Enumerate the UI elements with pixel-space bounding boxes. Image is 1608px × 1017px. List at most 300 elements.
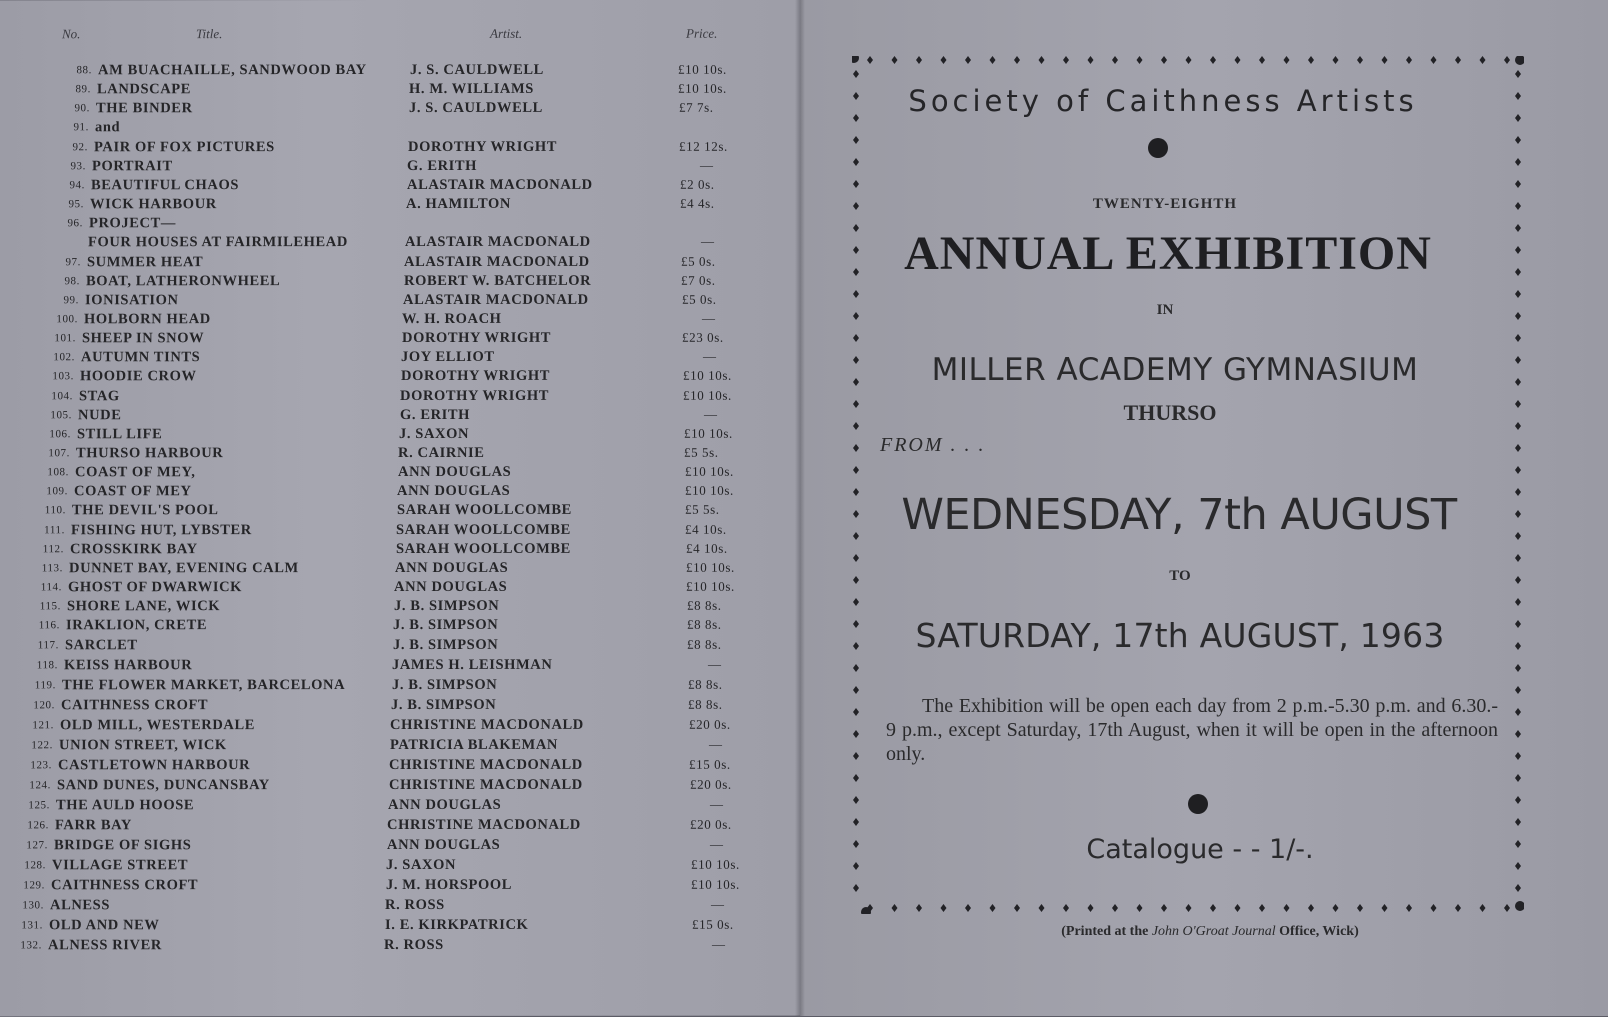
border-ornament (1515, 862, 1521, 870)
border-ornament (853, 818, 859, 826)
row-price: £4 4s. (680, 196, 715, 212)
row-artist: R. ROSS (384, 937, 444, 954)
row-artist: R. CAIRNIE (398, 445, 485, 462)
row-artist: JAMES H. LEISHMAN (392, 657, 552, 674)
border-ornament (853, 92, 859, 100)
row-title: HOODIE CROW (80, 368, 197, 385)
row-number: 125. (10, 799, 50, 811)
border-ornament (853, 488, 859, 496)
row-number: 129. (5, 879, 45, 891)
row-number: 95. (44, 198, 84, 210)
row-number: 92. (48, 141, 88, 153)
border-ornament (1357, 904, 1363, 912)
row-price: — (708, 657, 722, 673)
row-title: THE AULD HOOSE (56, 797, 194, 814)
border-ornament (1515, 884, 1521, 892)
catalogue-price: Catalogue - - 1/-. (1040, 834, 1360, 865)
row-artist: DOROTHY WRIGHT (400, 388, 549, 405)
border-ornament (1186, 56, 1192, 64)
border-ornament (1515, 664, 1521, 672)
header-artist: Artist. (490, 26, 522, 42)
row-number: 130. (4, 899, 44, 911)
row-artist: ALASTAIR MACDONALD (407, 177, 593, 194)
border-ornament (1063, 56, 1069, 64)
row-title: NUDE (78, 407, 122, 424)
border-ornament (1515, 136, 1521, 144)
border-ornament (1333, 56, 1339, 64)
border-ornament (1210, 904, 1216, 912)
bullet-bottom (1188, 794, 1208, 814)
row-artist: DOROTHY WRIGHT (402, 330, 551, 347)
row-title: SHEEP IN SNOW (82, 330, 204, 347)
row-title: SARCLET (65, 637, 138, 654)
exhibition-title: ANNUAL EXHIBITION (878, 226, 1458, 281)
row-price: — (704, 407, 718, 423)
row-title: THURSO HARBOUR (76, 445, 223, 462)
row-price: — (710, 797, 724, 813)
row-artist: R. ROSS (385, 897, 445, 914)
row-title: SUMMER HEAT (87, 254, 203, 271)
border-ornament (853, 356, 859, 364)
exhibition-ordinal: TWENTY-EIGHTH (1040, 196, 1290, 213)
border-ornament (1406, 56, 1412, 64)
row-price: — (712, 937, 726, 953)
row-title: STAG (79, 388, 120, 405)
row-artist: PATRICIA BLAKEMAN (390, 737, 558, 754)
row-title: OLD AND NEW (49, 917, 160, 934)
border-ornament (853, 862, 859, 870)
row-title: IONISATION (85, 292, 179, 309)
row-artist: CHRISTINE MACDONALD (389, 757, 583, 774)
row-number: 89. (51, 83, 91, 95)
border-ornament (853, 664, 859, 672)
row-number: 103. (34, 370, 74, 382)
row-artist: J. SAXON (386, 857, 456, 874)
border-ornament (1515, 158, 1521, 166)
border-ornament (853, 444, 859, 452)
row-title: BRIDGE OF SIGHS (54, 837, 191, 854)
row-price: £5 0s. (682, 292, 717, 308)
row-title: UNION STREET, WICK (59, 737, 227, 754)
border-ornament (1014, 56, 1020, 64)
to-word: TO (1160, 568, 1200, 585)
row-title: LANDSCAPE (97, 81, 191, 98)
border-ornament (1161, 56, 1167, 64)
printer-suffix: Office, Wick) (1276, 924, 1359, 939)
border-ornament (1235, 904, 1241, 912)
border-ornament (1063, 904, 1069, 912)
border-ornament (1515, 180, 1521, 188)
border-ornament (941, 56, 947, 64)
border-ornament (853, 400, 859, 408)
row-price: — (711, 897, 725, 913)
row-title: AM BUACHAILLE, SANDWOOD BAY (98, 62, 367, 79)
border-corner-dot (1515, 56, 1524, 65)
row-title: and (95, 119, 120, 136)
border-ornament (1515, 642, 1521, 650)
row-price: £7 0s. (681, 273, 716, 289)
row-number: 104. (33, 390, 73, 402)
row-price: £4 10s. (685, 522, 727, 538)
row-title: DUNNET BAY, EVENING CALM (69, 560, 299, 577)
row-title: PORTRAIT (92, 158, 173, 175)
row-title: OLD MILL, WESTERDALE (60, 717, 255, 734)
border-ornament (853, 422, 859, 430)
row-number: 113. (23, 562, 63, 574)
border-ornament (1259, 904, 1265, 912)
border-ornament (1515, 290, 1521, 298)
row-artist: ALASTAIR MACDONALD (403, 292, 589, 309)
row-price: £10 10s. (678, 62, 727, 78)
row-artist: A. HAMILTON (406, 196, 511, 213)
row-number: 107. (30, 447, 70, 459)
border-ornament (1515, 576, 1521, 584)
row-artist: J. S. CAULDWELL (409, 100, 543, 117)
border-ornament (853, 708, 859, 716)
border-ornament (1504, 904, 1510, 912)
row-price: £5 0s. (681, 254, 716, 270)
row-price: £10 10s. (684, 426, 733, 442)
row-number: 132. (2, 939, 42, 951)
row-artist: G. ERITH (400, 407, 470, 424)
row-title: ALNESS (50, 897, 110, 914)
row-number: 119. (16, 679, 56, 691)
row-title: SAND DUNES, DUNCANSBAY (57, 777, 270, 794)
border-ornament (853, 576, 859, 584)
row-price: £10 10s. (686, 579, 735, 595)
header-title: Title. (196, 26, 222, 42)
row-title: ALNESS RIVER (48, 937, 162, 954)
border-ornament (1515, 422, 1521, 430)
row-price: £8 8s. (688, 697, 723, 713)
row-title: THE FLOWER MARKET, BARCELONA (62, 677, 345, 694)
row-price: £10 10s. (691, 857, 740, 873)
in-word: IN (1130, 302, 1200, 319)
border-ornament (1259, 56, 1265, 64)
border-ornament (1431, 56, 1437, 64)
row-artist: CHRISTINE MACDONALD (387, 817, 581, 834)
row-price: £8 8s. (687, 617, 722, 633)
row-title: BOAT, LATHERONWHEEL (86, 273, 280, 290)
row-title: GHOST OF DWARWICK (68, 579, 242, 596)
border-ornament (853, 202, 859, 210)
row-number: 124. (11, 779, 51, 791)
border-ornament (1515, 334, 1521, 342)
society-name: Society of Caithness Artists (898, 84, 1428, 118)
row-price: £20 0s. (690, 817, 732, 833)
row-number: 88. (52, 64, 92, 76)
row-price: £10 10s. (683, 388, 732, 404)
row-artist: ANN DOUGLAS (397, 483, 510, 500)
border-ornament (1515, 774, 1521, 782)
border-ornament (853, 70, 859, 78)
border-ornament (1137, 904, 1143, 912)
row-number: 116. (20, 619, 60, 631)
border-ornament (1357, 56, 1363, 64)
border-ornament (1284, 904, 1290, 912)
border-ornament (1515, 268, 1521, 276)
border-ornament (853, 246, 859, 254)
row-artist: CHRISTINE MACDONALD (390, 717, 584, 734)
border-ornament (1515, 730, 1521, 738)
border-ornament (853, 378, 859, 386)
row-price: £4 10s. (686, 541, 728, 557)
row-price: — (710, 837, 724, 853)
border-ornament (853, 334, 859, 342)
row-price: £10 10s. (685, 464, 734, 480)
border-ornament (1515, 92, 1521, 100)
row-number: 97. (41, 256, 81, 268)
border-ornament (1515, 356, 1521, 364)
row-number: 109. (28, 485, 68, 497)
row-artist: J. B. SIMPSON (394, 598, 499, 615)
row-title: CAITHNESS CROFT (61, 697, 208, 714)
page-gutter (795, 0, 805, 1016)
border-ornament (1406, 904, 1412, 912)
row-number: 122. (13, 739, 53, 751)
from-word: FROM . . . (880, 434, 986, 457)
border-ornament (1515, 444, 1521, 452)
row-artist: ANN DOUGLAS (395, 560, 508, 577)
border-ornament (853, 884, 859, 892)
row-artist: ANN DOUGLAS (398, 464, 511, 481)
row-price: £20 0s. (689, 717, 731, 733)
border-ornament (1186, 904, 1192, 912)
border-ornament (1515, 202, 1521, 210)
row-artist: ALASTAIR MACDONALD (404, 254, 590, 271)
border-ornament (853, 532, 859, 540)
border-ornament (1515, 686, 1521, 694)
catalogue-page (0, 0, 800, 1016)
border-ornament (1039, 56, 1045, 64)
row-artist: SARAH WOOLLCOMBE (396, 522, 571, 539)
row-number: 112. (24, 543, 64, 555)
row-price: — (703, 349, 717, 365)
start-date: WEDNESDAY, 7th AUGUST (874, 490, 1484, 540)
border-ornament (1515, 312, 1521, 320)
row-artist: I. E. KIRKPATRICK (385, 917, 528, 934)
row-number: 111. (25, 524, 65, 536)
row-artist: DOROTHY WRIGHT (401, 368, 550, 385)
border-ornament (1480, 56, 1486, 64)
row-price: £20 0s. (690, 777, 732, 793)
row-title: FISHING HUT, LYBSTER (71, 522, 252, 539)
border-ornament (892, 904, 898, 912)
border-ornament (853, 312, 859, 320)
row-artist: J. B. SIMPSON (393, 617, 498, 634)
row-price: £5 5s. (684, 445, 719, 461)
border-ornament (1455, 904, 1461, 912)
row-title: CAITHNESS CROFT (51, 877, 198, 894)
row-price: — (701, 234, 715, 250)
border-ornament (1515, 466, 1521, 474)
border-ornament (1515, 708, 1521, 716)
row-artist: J. B. SIMPSON (393, 637, 498, 654)
row-title: FARR BAY (55, 817, 132, 834)
row-price: £10 10s. (683, 368, 732, 384)
border-ornament (1382, 56, 1388, 64)
row-title: FOUR HOUSES AT FAIRMILEHEAD (88, 234, 348, 251)
row-artist: JOY ELLIOT (401, 349, 495, 366)
border-ornament (1515, 840, 1521, 848)
border-ornament (1515, 620, 1521, 628)
border-ornament (853, 840, 859, 848)
header-price: Price. (686, 26, 717, 42)
border-ornament (990, 56, 996, 64)
border-ornament (965, 904, 971, 912)
border-ornament (1039, 904, 1045, 912)
row-price: — (709, 737, 723, 753)
border-ornament (892, 56, 898, 64)
row-title: CASTLETOWN HARBOUR (58, 757, 250, 774)
row-price: £15 0s. (692, 917, 734, 933)
border-ornament (1515, 532, 1521, 540)
row-price: £15 0s. (689, 757, 731, 773)
row-artist: ROBERT W. BATCHELOR (404, 273, 591, 290)
opening-hours-text: The Exhibition will be open each day from 2 p.m.-5.30 p.m. and 6.30.- 9 p.m., except Saturday, 17th August, when it will be open in the afternoon only. (886, 694, 1498, 766)
border-ornament (1515, 598, 1521, 606)
row-number: 108. (29, 466, 69, 478)
row-title: HOLBORN HEAD (84, 311, 211, 328)
row-number: 118. (18, 659, 58, 671)
border-ornament (853, 290, 859, 298)
border-ornament (1308, 56, 1314, 64)
printer-prefix: (Printed at the (1061, 924, 1152, 939)
row-number: 117. (19, 639, 59, 651)
border-ornament (1515, 554, 1521, 562)
border-ornament (853, 642, 859, 650)
row-title: BEAUTIFUL CHAOS (91, 177, 239, 194)
end-date: SATURDAY, 17th AUGUST, 1963 (900, 616, 1460, 655)
row-title: THE DEVIL'S POOL (72, 502, 219, 519)
row-number: 102. (35, 351, 75, 363)
row-artist: ANN DOUGLAS (394, 579, 507, 596)
town-name: THURSO (1100, 400, 1240, 426)
border-ornament (1210, 56, 1216, 64)
row-artist: W. H. ROACH (402, 311, 502, 328)
border-ornament (867, 56, 873, 64)
row-artist: J. B. SIMPSON (391, 697, 496, 714)
row-price: £10 10s. (686, 560, 735, 576)
row-number: 115. (21, 600, 61, 612)
border-ornament (1515, 752, 1521, 760)
border-ornament (1112, 904, 1118, 912)
row-price: — (702, 311, 716, 327)
border-ornament (1504, 56, 1510, 64)
border-ornament (1284, 56, 1290, 64)
border-ornament (853, 554, 859, 562)
border-ornament (1515, 114, 1521, 122)
row-artist: H. M. WILLIAMS (409, 81, 534, 98)
row-price: £23 0s. (682, 330, 724, 346)
row-number: 93. (46, 160, 86, 172)
venue-name: MILLER ACADEMY GYMNASIUM (880, 352, 1470, 388)
border-ornament (853, 774, 859, 782)
border-ornament (941, 904, 947, 912)
border-ornament (1382, 904, 1388, 912)
row-title: CROSSKIRK BAY (70, 541, 198, 558)
border-ornament (1235, 56, 1241, 64)
printer-credit (960, 924, 1460, 940)
border-ornament (965, 56, 971, 64)
row-price: £8 8s. (688, 677, 723, 693)
row-number: 98. (40, 275, 80, 287)
row-artist: J. S. CAULDWELL (410, 62, 544, 79)
border-ornament (1455, 56, 1461, 64)
row-title: SHORE LANE, WICK (67, 598, 220, 615)
row-price: £5 5s. (685, 502, 720, 518)
row-title: WICK HARBOUR (90, 196, 217, 213)
row-title: IRAKLION, CRETE (66, 617, 207, 634)
row-number: 110. (26, 504, 66, 516)
row-price: £2 0s. (680, 177, 715, 193)
row-price: £12 12s. (679, 139, 728, 155)
row-title: COAST OF MEY (74, 483, 192, 500)
row-title: COAST OF MEY, (75, 464, 195, 481)
row-artist: ANN DOUGLAS (387, 837, 500, 854)
border-ornament (1515, 510, 1521, 518)
border-ornament (1515, 70, 1521, 78)
row-artist: DOROTHY WRIGHT (408, 139, 557, 156)
row-price: £7 7s. (679, 100, 714, 116)
row-number: 90. (50, 102, 90, 114)
border-ornament (853, 620, 859, 628)
border-corner-dot (852, 56, 859, 63)
row-number: 120. (15, 699, 55, 711)
row-artist: J. M. HORSPOOL (386, 877, 512, 894)
row-number: 101. (36, 332, 76, 344)
row-number: 131. (3, 919, 43, 931)
row-number: 96. (43, 217, 83, 229)
border-ornament (1515, 488, 1521, 496)
border-ornament (853, 136, 859, 144)
border-ornament (1480, 904, 1486, 912)
border-ornament (1088, 904, 1094, 912)
row-number: 114. (22, 581, 62, 593)
border-ornament (1161, 904, 1167, 912)
border-ornament (853, 510, 859, 518)
border-ornament (1333, 904, 1339, 912)
row-price: £10 10s. (678, 81, 727, 97)
printer-name: John O'Groat Journal (1152, 924, 1276, 939)
border-ornament (916, 56, 922, 64)
border-ornament (853, 686, 859, 694)
border-ornament (1308, 904, 1314, 912)
border-ornament (853, 598, 859, 606)
row-number: 128. (6, 859, 46, 871)
row-artist: G. ERITH (407, 158, 477, 175)
border-ornament (1137, 56, 1143, 64)
row-number: 123. (12, 759, 52, 771)
row-number: 106. (31, 428, 71, 440)
border-ornament (853, 466, 859, 474)
row-price: — (700, 158, 714, 174)
row-title: THE BINDER (96, 100, 193, 117)
row-number: 100. (38, 313, 78, 325)
row-price: £8 8s. (687, 637, 722, 653)
row-title: VILLAGE STREET (52, 857, 188, 874)
row-artist: CHRISTINE MACDONALD (389, 777, 583, 794)
border-ornament (1515, 378, 1521, 386)
row-title: STILL LIFE (77, 426, 162, 443)
border-corner-dot (1515, 901, 1524, 911)
row-artist: ANN DOUGLAS (388, 797, 501, 814)
border-ornament (853, 796, 859, 804)
row-artist: SARAH WOOLLCOMBE (396, 541, 571, 558)
row-title: KEISS HARBOUR (64, 657, 192, 674)
border-ornament (853, 180, 859, 188)
border-ornament (1014, 904, 1020, 912)
